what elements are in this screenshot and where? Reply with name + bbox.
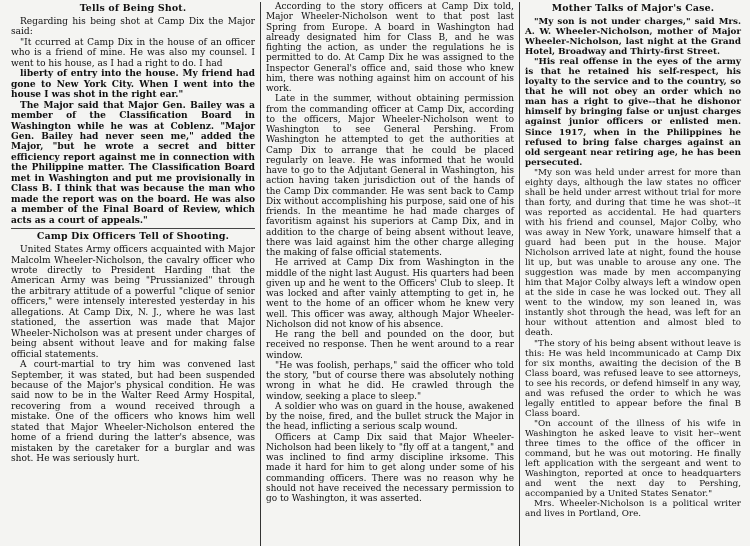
- paragraph: "My son is not under charges," said Mrs. A. W. Wheeler-Nicholson, mother of Major Wheeler-Nicholson, last night at the Grand Hotel, Broadway and Thirty-first Street.: [525, 17, 741, 58]
- paragraph: United States Army officers acquainted with Major Malcolm Wheeler-Nicholson, the cavalry officer who wrote directly to President Harding that the American Army was being "Prussianized" through the arbitrary attitude of a powerful "clique of senior officers," were intensely interested yesterday in his allegations. At Camp Dix, N. J., where he was last stationed, the assertion was made that Major Wheeler-Nicholson was at present under charges of being absent without leave and for making false official statements.: [11, 245, 255, 360]
- section-heading-camp-dix-officers: Camp Dix Officers Tell of Shooting.: [36, 231, 230, 243]
- paragraph: He arrived at Camp Dix from Washington in the middle of the night last August. His quarters had been given up and he went to the Officers' Club to sleep. It was locked and after vainly attempting to get in, he went to the home of an officer whom he knew very well. This officer was away, although Major Wheeler-Nicholson did not know of his absence.: [266, 258, 514, 330]
- paragraph: He rang the bell and pounded on the door, but received no response. Then he went around to a rear window.: [266, 330, 514, 361]
- paragraph: "His real offense in the eyes of the army is that he retained his self-respect, his loyalty to the service and to the country, so that he will not obey an order which no man has a right to give--that he dishonor himself by bringing false or unjust charges against junior officers or enlisted men. Since 1917, when in the Philippines he refused to bring false charges against an old sergeant near retiring age, he has been persecuted.: [525, 57, 741, 168]
- section-heading-tells-of-being-shot: Tells of Being Shot.: [79, 3, 187, 14]
- paragraph: Regarding his being shot at Camp Dix the Major said:: [11, 17, 255, 38]
- paragraph: liberty of entry into the house. My friend had gone to New York City. When I went into the house I was shot in the right ear.": [11, 69, 255, 101]
- paragraph: A court-martial to try him was convened last September, it was stated, but had been suspended because of the Major's physical condition. He was said now to be in the Walter Reed Army Hospital, recovering from a wound received through a mistake. One of the officers who knows him well stated that Major Wheeler-Nicholson entered the home of a friend during the latter's absence, was mistaken by the caretaker for a burglar and was shot. He was seriously hurt.: [11, 360, 255, 465]
- paragraph: Mrs. Wheeler-Nicholson is a political writer and lives in Portland, Ore.: [525, 499, 741, 520]
- paragraph: "It ccurred at Camp Dix in the house of an officer who is a friend of mine. He was also my counsel. I went to his house, as I had a right to do. I had: [11, 37, 255, 69]
- paragraph: The Major said that Major Gen. Bailey was a member of the Classification Board in Washington while he was at Coblenz. "Major Gen. Bailey had never seen me," added the Major, "but he wrote a secret and bitter efficiency report against me in connection with the Philippine matter. The Classification Board met in Washington and put me provisionally in Class B. I think that was because the man who made the report was on the board. He was also a member of the Final Board of Review, which acts as a court of appeals.": [11, 100, 255, 226]
- paragraph: Late in the summer, without obtaining permission from the commanding officer at Camp Dix, according to the officers, Major Wheeler-Nicholson went to Washington to see General Pershing. From Washington he attempted to get the authorities at Camp Dix to arrange that he could be placed regularly on leave. He was informed that he would have to go to the Adjutant General in Washington, his action having taken jurisdiction out of the hands of the Camp Dix commander. He was sent back to Camp Dix without accomplishing his purpose, said one of his friends. In the meantime he had made charges of favoritism against his superiors at Camp Dix, and in addition to the charge of being absent without leave, there was laid against him the other charge alleging the making of false official statements.: [266, 94, 514, 258]
- section-heading-mother-talks: Mother Talks of Major's Case.: [551, 3, 715, 14]
- paragraph: "My son was held under arrest for more than eighty days, although the law states no officer shall be held under arrest without trial for more than forty, and during that time he was shot--it was reported as accidental. He had quarters with his friend and counsel, Major Colby, who was away in New York, unaware himself that a guard had been put in the house. Major Nicholson arrived late at night, found the house lit up, but was unable to arouse any one. The suggestion was made by men accompanying him that Major Colby always left a window open at the side in case he was locked out. They all went to the window, my son leaned in, was instantly shot through the head, was left for an hour without attention and almost bled to death.: [525, 167, 741, 339]
- paragraph: "On account of the illness of his wife in Washington he asked leave to visit her--went three times to the office of the officer in command, but he was out motoring. He finally left application with the sergeant and went to Washington, reported at once to headquarters and went the next day to Pershing, accompanied by a United States Senator.": [525, 418, 741, 500]
- paragraph: "The story of his being absent without leave is this: He was held incommunicado at Camp Dix for six months, awaiting the decision of the B Class board, was refused leave to see attorneys, to see his records, or defend himself in any way, and was refused the order to which he was legally entitled to appear before the final B Class board.: [525, 338, 741, 419]
- column-2: [261, 2, 519, 546]
- paragraph: "He was foolish, perhaps," said the officer who told the story, "but of course there was absolutely nothing wrong in what he did. He crawled through the window, seeking a place to sleep.": [266, 360, 514, 402]
- column-1: [6, 2, 260, 546]
- paragraph: Officers at Camp Dix said that Major Wheeler-Nicholson had been likely to "fly off at a tangent," and was inclined to find army discipline irksome. This made it hard for him to get along under some of his commanding officers. There was no reason why he should not have received the necessary permission to go to Washington, it was asserted.: [266, 432, 514, 504]
- section-divider: [11, 228, 255, 229]
- paragraph: A soldier who was on guard in the house, awakened by the noise, fired, and the bullet struck the Major in the head, inflicting a serious scalp wound.: [266, 401, 514, 433]
- paragraph: According to the story officers at Camp Dix told, Major Wheeler-Nicholson went to that post last Spring from Europe. A board in Washington had already designated him for Class B, and he was fighting the action, as under the regulations he is permitted to do. At Camp Dix he was assigned to the Inspector General's office and, said those who knew him, there was nothing against him on account of his work.: [266, 2, 514, 94]
- column-3: [520, 2, 746, 546]
